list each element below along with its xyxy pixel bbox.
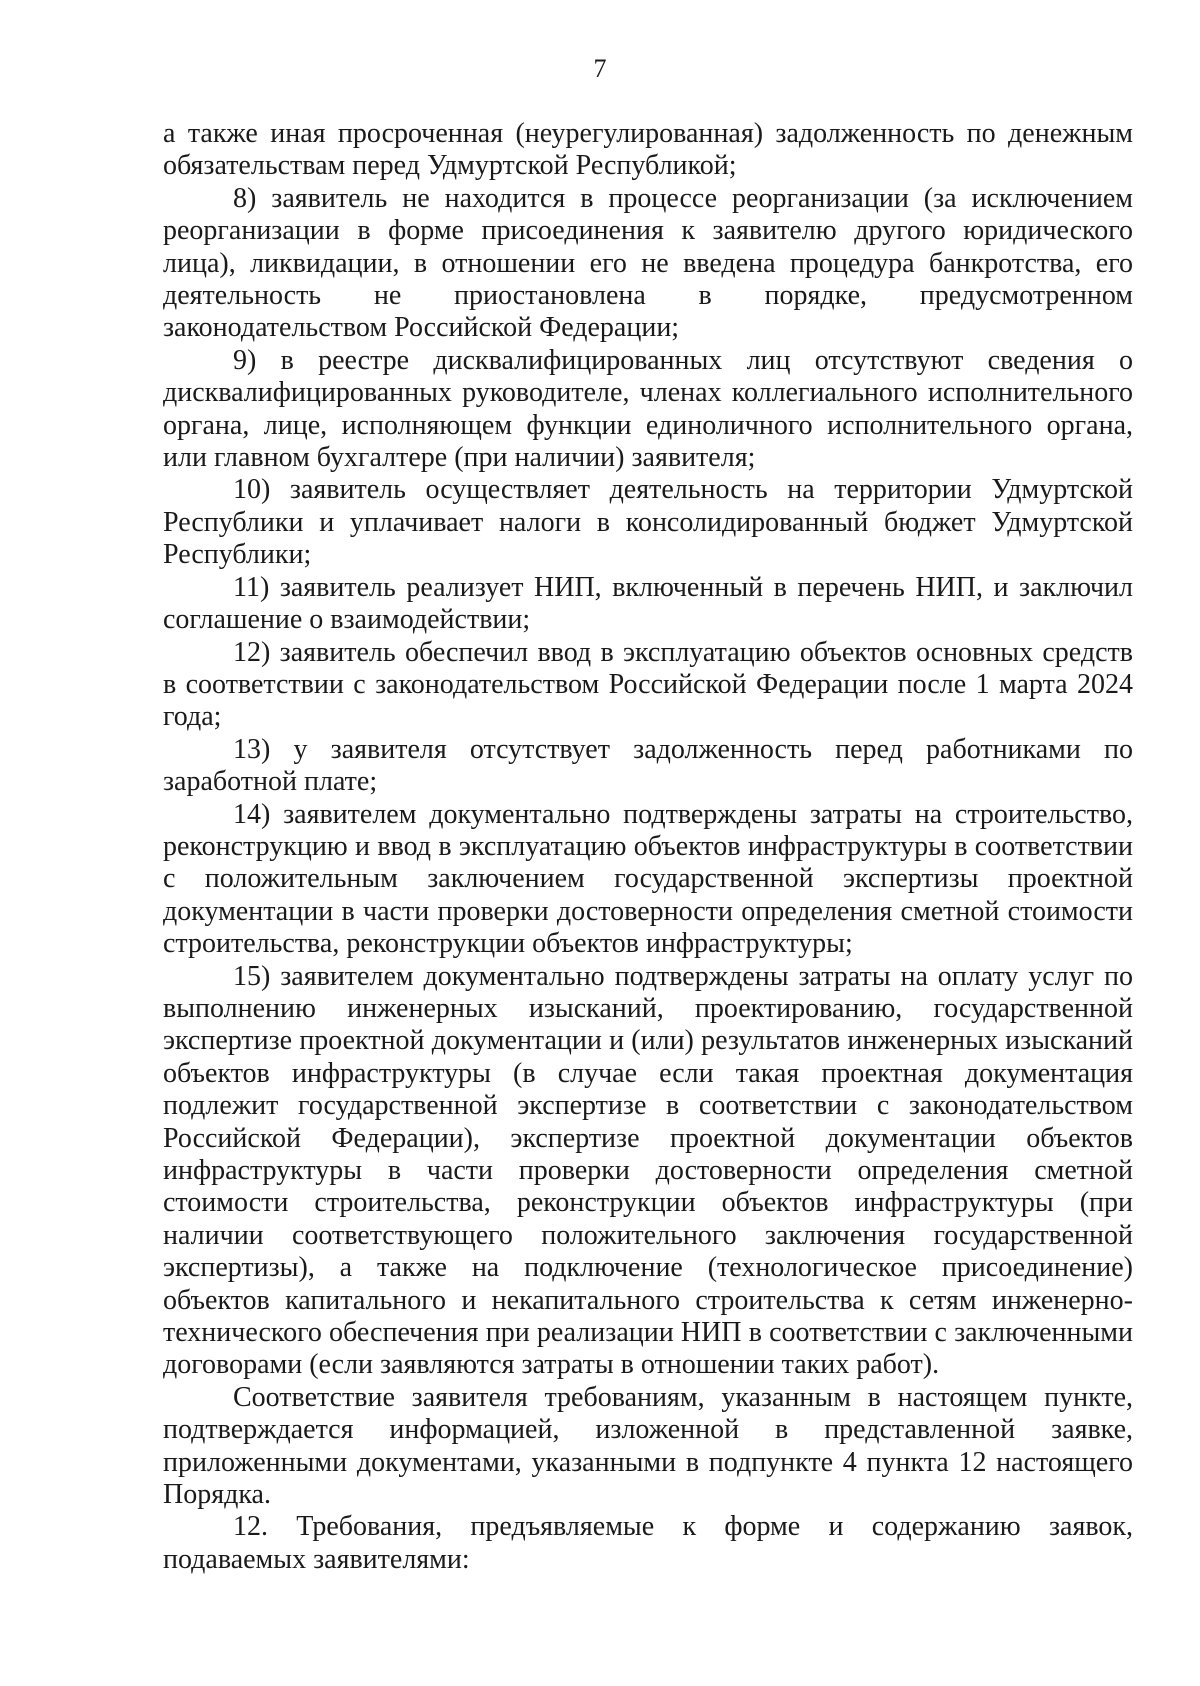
paragraph-compliance-note: Соответствие заявителя требованиям, указанным в настоящем пункте, подтверждается информацией, изложенной в представленной заявке, приложенными документами, указанными в подпункте 4 пункта 12 настоящего Порядка. [163,1381,1133,1511]
paragraph-item-15: 15) заявителем документально подтверждены затраты на оплату услуг по выполнению инженерных изысканий, проектированию, государственной экспертизе проектной документации и (или) результатов инженерных изысканий объектов инфраструктуры (в случае если такая проектная документация подлежит государственной экспертизе в соответствии с законодательством Российской Федерации), экспертизе проектной документации объектов инфраструктуры в части проверки достоверности определения сметной стоимости строительства, реконструкции объектов инфраструктуры (при наличии соответствующего положительного заключения государственной экспертизы), а также на подключение (технологическое присоединение) объектов капитального и некапитального строительства к сетям инженерно-технического обеспечения при реализации НИП в соответствии с заключенными договорами (если заявляются затраты в отношении таких работ). [163,960,1133,1381]
paragraph-item-10: 10) заявитель осуществляет деятельность на территории Удмуртской Республики и уплачивает налоги в консолидированный бюджет Удмуртской Республики; [163,474,1133,571]
document-body [163,118,1133,1576]
paragraph-item-8: 8) заявитель не находится в процессе реорганизации (за исключением реорганизации в форме присоединения к заявителю другого юридического лица), ликвидации, в отношении его не введена процедура банкротства, его деятельность не приостановлена в порядке, предусмотренном законодательством Российской Федерации; [163,182,1133,344]
paragraph-continuation: а также иная просроченная (неурегулированная) задолженность по денежным обязательствам перед Удмуртской Республикой; [163,118,1133,182]
paragraph-item-13: 13) у заявителя отсутствует задолженность перед работниками по заработной плате; [163,733,1133,798]
paragraph-item-14: 14) заявителем документально подтверждены затраты на строительство, реконструкцию и ввод в эксплуатацию объектов инфраструктуры в соответствии с положительным заключением государственной экспертизы проектной документации в части проверки достоверности определения сметной стоимости строительства, реконструкции объектов инфраструктуры; [163,798,1133,960]
paragraph-item-9: 9) в реестре дисквалифицированных лиц отсутствуют сведения о дисквалифицированных руководителе, членах коллегиального исполнительного органа, лице, исполняющем функции единоличного исполнительного органа, или главном бухгалтере (при наличии) заявителя; [163,344,1133,474]
paragraph-item-11: 11) заявитель реализует НИП, включенный в перечень НИП, и заключил соглашение о взаимодействии; [163,571,1133,636]
paragraph-section-12: 12. Требования, предъявляемые к форме и содержанию заявок, подаваемых заявителями: [163,1511,1133,1575]
page-number: 7 [593,54,607,83]
paragraph-item-12: 12) заявитель обеспечил ввод в эксплуатацию объектов основных средств в соответствии с законодательством Российской Федерации после 1 марта 2024 года; [163,636,1133,733]
